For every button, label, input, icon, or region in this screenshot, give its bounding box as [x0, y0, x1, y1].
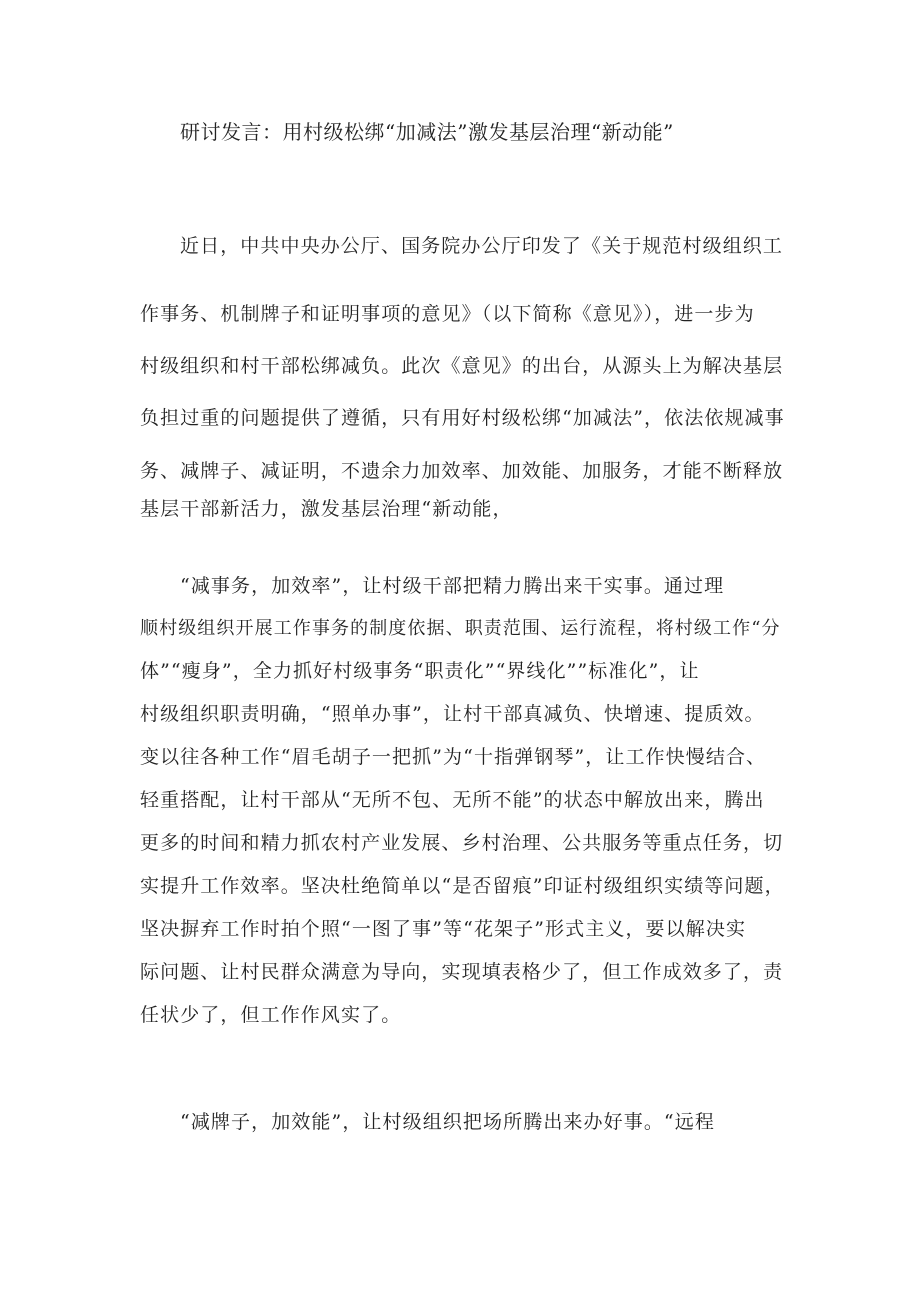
- paragraph-2-line-11: 任状少了，但工作作风实了。: [140, 1004, 402, 1026]
- paragraph-2-line-6: 轻重搭配，让村干部从“无所不包、无所不能”的状态中解放出来，腾出: [140, 789, 765, 811]
- paragraph-1-line-4: 负担过重的问题提供了遵循，只有用好村级松绑“加减法”，依法依规减事: [140, 407, 785, 429]
- paragraph-2-line-1: “减事务，加效率”，让村级干部把精力腾出来干实事。通过理: [180, 575, 725, 597]
- paragraph-2-line-2: 顺村级组织开展工作事务的制度依据、职责范围、运行流程，将村级工作“分: [140, 618, 781, 639]
- paragraph-2-line-9: 坚决摒弃工作时拍个照“一图了事”等“花架子”形式主义，要以解决实: [140, 918, 747, 940]
- paragraph-2-line-10: 际问题、让村民群众满意为导向，实现填表格少了，但工作成效多了，责: [140, 961, 784, 983]
- paragraph-1-line-5: 务、减牌子、减证明，不遗余力加效率、加效能、加服务，才能不断释放: [140, 460, 784, 482]
- paragraph-2-line-5: 变以往各种工作“眉毛胡子一把抓”为“十指弹钢琴”，让工作快慢结合、: [140, 746, 767, 768]
- paragraph-1-line-3: 村级组织和村干部松绑减负。此次《意见》的出台，从源头上为解决基层: [140, 355, 784, 377]
- paragraph-2-line-7: 更多的时间和精力抓农村产业发展、乡村治理、公共服务等重点任务，切: [140, 832, 784, 854]
- paragraph-1-line-2: 作事务、机制牌子和证明事项的意见》（以下简称《意见》），进一步为: [140, 303, 755, 325]
- paragraph-1-line-1: 近日，中共中央办公厅、国务院办公厅印发了《关于规范村级组织工: [180, 235, 784, 257]
- paragraph-2-line-3: 体”“瘦身”，全力抓好村级事务“职责化”“界线化””标准化”，让: [140, 660, 700, 682]
- document-title: 研讨发言：用村级松绑“加减法”激发基层治理“新动能”: [180, 120, 674, 144]
- paragraph-3-line-1: “减牌子，加效能”，让村级组织把场所腾出来办好事。“远程: [180, 1111, 715, 1133]
- paragraph-1-line-6: 基层干部新活力，激发基层治理“新动能，: [140, 498, 513, 520]
- paragraph-2-line-8: 实提升工作效率。坚决杜绝简单以“是否留痕”印证村级组织实绩等问题，: [140, 875, 785, 897]
- paragraph-2-line-4: 村级组织职责明确，“照单办事”，让村干部真减负、快增速、提质效。: [140, 703, 765, 725]
